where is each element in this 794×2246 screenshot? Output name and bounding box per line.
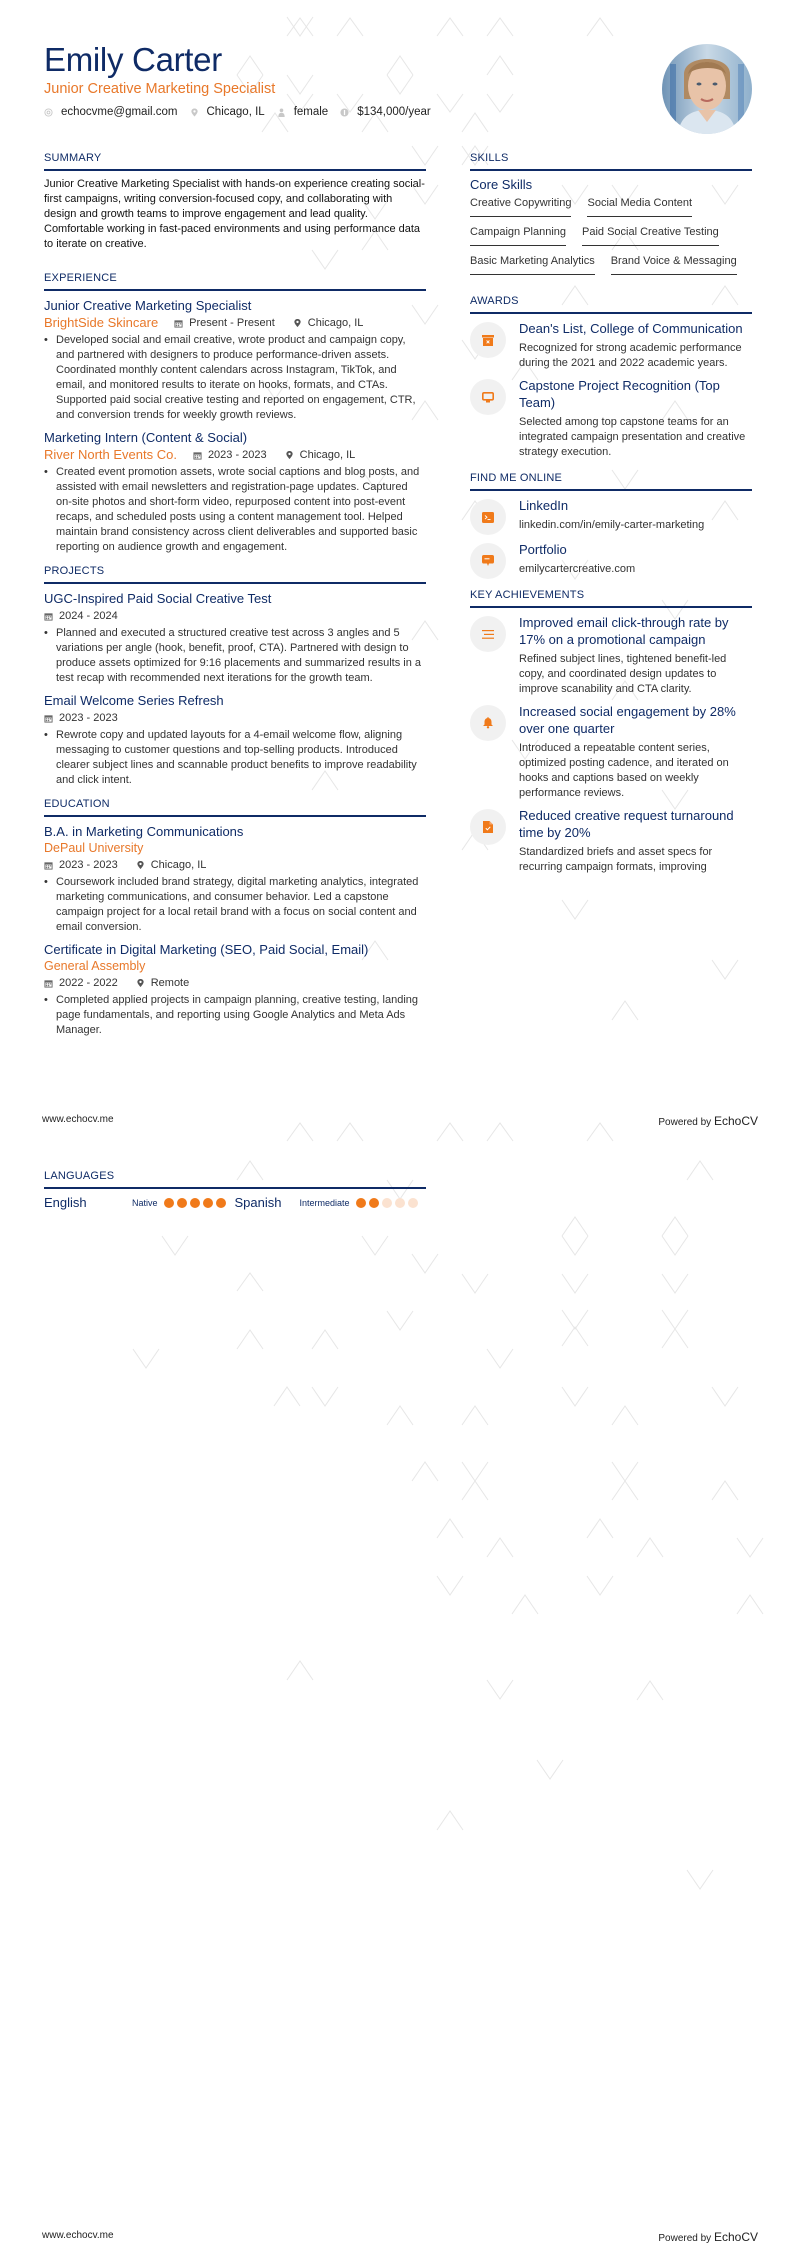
online-link-body	[519, 541, 752, 579]
location-pin-icon	[293, 318, 302, 328]
award-desc: Selected among top capstone teams for an integrated campaign presentation and creative strategy execution.	[519, 416, 746, 458]
skills-list	[470, 196, 752, 283]
achievement-title: Increased social engagement by 28% over one quarter	[519, 704, 736, 736]
job-title: Marketing Intern (Content & Social)	[44, 430, 248, 445]
online-link-body	[519, 497, 752, 535]
degree-title: B.A. in Marketing Communications	[44, 824, 244, 839]
at-icon	[44, 108, 53, 117]
bell-icon	[482, 717, 494, 729]
calendar-icon	[44, 861, 53, 870]
skill-tag: Basic Marketing Analytics	[470, 254, 595, 275]
proficiency-dot-empty	[408, 1198, 418, 1208]
summary-text: Junior Creative Marketing Specialist with hands-on experience creating social-first campaigns, writing conversion-focused copy, and collaborating with design and growth teams to improve engagement and lead quality. Comfortable working in fast-paced environments and using performance data to iterate on creative.	[44, 178, 425, 250]
proficiency-dot-empty	[395, 1198, 405, 1208]
achievement-desc: Standardized briefs and asset specs for recurring campaign formats, improving	[519, 846, 713, 873]
summary-section	[44, 152, 426, 252]
project-title: UGC-Inspired Paid Social Creative Test	[44, 591, 272, 606]
job-meta	[44, 447, 426, 463]
job-dates-text: 2023 - 2023	[207, 449, 267, 461]
experience-item	[44, 429, 426, 555]
education-meta	[44, 857, 426, 873]
proficiency-dot-filled	[369, 1198, 379, 1208]
footer-powered-by	[658, 1114, 758, 1128]
education-dates	[44, 857, 118, 873]
language-name: Spanish	[234, 1195, 282, 1210]
achievement-item	[470, 703, 752, 801]
footer-brand[interactable]: EchoCV	[713, 1114, 758, 1128]
experience-section	[44, 272, 426, 555]
achievement-body	[519, 703, 752, 801]
summary-heading: SUMMARY	[44, 152, 426, 171]
contact-salary	[340, 106, 431, 118]
online-heading: FIND ME ONLINE	[470, 472, 752, 491]
achievements-heading: KEY ACHIEVEMENTS	[470, 589, 752, 608]
projects-section	[44, 565, 426, 788]
achievement-title: Improved email click-through rate by 17% on a promotional campaign	[519, 615, 729, 647]
contact-row	[44, 106, 684, 118]
footer-powered-label: Powered by	[658, 2233, 712, 2244]
award-desc: Recognized for strong academic performance during the 2021 and 2022 academic years.	[519, 342, 742, 369]
right-column	[470, 152, 752, 881]
education-location-text: Chicago, IL	[150, 859, 207, 871]
proficiency-dot-filled	[216, 1198, 226, 1208]
job-title: Junior Creative Marketing Specialist	[44, 298, 252, 313]
award-title: Dean's List, College of Communication	[519, 321, 743, 336]
document-check-icon	[483, 821, 493, 833]
language-name: English	[44, 1195, 87, 1210]
contact-gender-text: female	[293, 106, 329, 118]
award-item	[470, 377, 752, 460]
language-level: Native	[132, 1197, 158, 1208]
candidate-name: Emily Carter	[44, 41, 222, 78]
job-bullets	[44, 333, 426, 423]
achievement-body	[519, 807, 752, 875]
contact-gender	[277, 106, 329, 118]
location-pin-icon	[285, 450, 294, 460]
footer-site-link[interactable]: www.echocv.me	[42, 1114, 114, 1125]
education-item	[44, 941, 426, 1038]
project-dates-text: 2024 - 2024	[59, 610, 118, 622]
monitor-icon	[482, 392, 494, 403]
education-section	[44, 798, 426, 1038]
language-proficiency-dots	[356, 1198, 421, 1208]
job-bullet: • Created event promotion assets, wrote social captions and blog posts, and assisted with email newsletters and registration-page updates. Captured on-site photos and short-form video, repurposed content into post-event recaps, and scheduled posts using a content management tool. Helped maintain brand consistency across client deliverables and supported basic reporting on audience growth and engagement.	[44, 465, 426, 555]
achievements-section	[470, 589, 752, 875]
money-icon	[340, 108, 349, 117]
proficiency-dot-filled	[356, 1198, 366, 1208]
project-meta	[44, 608, 426, 624]
online-link-url[interactable]: emilycartercreative.com	[519, 563, 636, 575]
proficiency-dot-filled	[190, 1198, 200, 1208]
skill-tag: Creative Copywriting	[470, 196, 571, 217]
job-dates-text: Present - Present	[189, 317, 275, 329]
calendar-icon	[44, 612, 53, 621]
project-dates-text: 2023 - 2023	[59, 712, 118, 724]
languages-heading: LANGUAGES	[44, 1170, 426, 1189]
education-item	[44, 823, 426, 935]
company-name: River North Events Co.	[44, 447, 177, 462]
award-body	[519, 377, 752, 460]
education-dates	[44, 975, 118, 991]
education-bullet: • Coursework included brand strategy, digital marketing analytics, integrated marketing communications, and consumer behavior. Led a capstone campaign project for a local retail brand with a focus on social content and email conversion.	[44, 875, 426, 935]
location-pin-icon	[136, 978, 145, 988]
proficiency-dot-filled	[203, 1198, 213, 1208]
page-footer	[42, 1114, 758, 1128]
awards-section	[470, 295, 752, 460]
profile-photo	[662, 44, 752, 134]
achievement-icon-badge	[470, 809, 506, 845]
award-icon-badge	[470, 379, 506, 415]
online-link-title: LinkedIn	[519, 498, 569, 513]
project-bullet: • Rewrote copy and updated layouts for a 4-email welcome flow, aligning messaging to customer questions and top-selling products. Introduced clearer subject lines and scannable product benefits to improve readability and click intent.	[44, 728, 426, 788]
achievement-title: Reduced creative request turnaround time by 20%	[519, 808, 734, 840]
achievement-body	[519, 614, 752, 697]
education-dates-text: 2023 - 2023	[59, 859, 118, 871]
link-icon-badge	[470, 499, 506, 535]
location-pin-icon	[190, 108, 199, 117]
job-bullets	[44, 465, 426, 555]
page-footer	[42, 2230, 758, 2244]
location-pin-icon	[136, 860, 145, 870]
job-meta	[44, 315, 426, 331]
terminal-icon	[482, 512, 494, 523]
achievement-icon-badge	[470, 616, 506, 652]
job-bullet: • Developed social and email creative, wrote product and campaign copy, and partnered with designers to produce performance-driven assets. Coordinated monthly content calendars across Instagram, TikTok, and email, and monitored results to iterate on hooks, formats, and CTAs. Supported paid social creative testing and reported on engagement, CTR, and conversion trends for weekly growth reviews.	[44, 333, 426, 423]
education-bullet: • Completed applied projects in campaign planning, creative testing, landing page fundamentals, and reporting using Google Analytics and Meta Ads Manager.	[44, 993, 426, 1038]
education-bullets	[44, 993, 426, 1038]
skill-tag: Paid Social Creative Testing	[582, 225, 719, 246]
skills-heading: SKILLS	[470, 152, 752, 171]
achievement-desc: Refined subject lines, tightened benefit-led copy, and coordinated design updates to improve scanability and CTA clarity.	[519, 653, 727, 695]
left-column	[44, 152, 426, 1044]
achievement-icon-badge	[470, 705, 506, 741]
lines-icon	[482, 630, 494, 639]
project-item	[44, 692, 426, 788]
proficiency-dot-empty	[382, 1198, 392, 1208]
candidate-role: Junior Creative Marketing Specialist	[44, 81, 276, 97]
online-link-url[interactable]: linkedin.com/in/emily-carter-marketing	[519, 519, 705, 531]
project-bullets	[44, 728, 426, 788]
skills-section	[470, 152, 752, 283]
person-icon	[277, 108, 286, 117]
job-location-text: Chicago, IL	[299, 449, 356, 461]
awards-heading: AWARDS	[470, 295, 752, 314]
skill-tag: Social Media Content	[587, 196, 692, 217]
award-icon-badge	[470, 322, 506, 358]
online-link-item[interactable]	[470, 497, 752, 535]
education-dates-text: 2022 - 2022	[59, 977, 118, 989]
calendar-icon	[44, 979, 53, 988]
footer-brand[interactable]: EchoCV	[713, 2230, 758, 2244]
education-meta	[44, 975, 426, 991]
education-location	[136, 975, 190, 991]
calendar-icon	[174, 319, 183, 328]
project-bullet: • Planned and executed a structured creative test across 3 angles and 5 variations per angle (hook, benefit, proof, CTA). Partnered with design to produce assets optimized for 9:16 placements and summarized results in a test recap with recommended next iterations for the growth team.	[44, 626, 426, 686]
company-name: BrightSide Skincare	[44, 315, 159, 330]
chat-bubble-icon	[482, 555, 494, 567]
job-dates	[174, 315, 275, 331]
language-proficiency-dots	[164, 1198, 229, 1208]
footer-powered-by	[658, 2230, 758, 2244]
education-location	[136, 857, 207, 873]
projects-heading: PROJECTS	[44, 565, 426, 584]
contact-salary-text: $134,000/year	[357, 106, 431, 118]
school-name: General Assembly	[44, 959, 146, 973]
avatar-image	[662, 44, 752, 134]
contact-location	[190, 106, 265, 118]
online-section	[470, 472, 752, 579]
skill-group-title: Core Skills	[470, 177, 533, 192]
project-item	[44, 590, 426, 686]
project-title: Email Welcome Series Refresh	[44, 693, 224, 708]
project-dates	[44, 608, 118, 624]
job-dates	[193, 447, 267, 463]
footer-site-link[interactable]: www.echocv.me	[42, 2230, 114, 2241]
proficiency-dot-filled	[164, 1198, 174, 1208]
skill-tag: Campaign Planning	[470, 225, 566, 246]
degree-title: Certificate in Digital Marketing (SEO, Paid Social, Email)	[44, 942, 369, 957]
achievement-item	[470, 807, 752, 875]
resume-header	[44, 40, 684, 118]
achievement-item	[470, 614, 752, 697]
project-bullets	[44, 626, 426, 686]
experience-item	[44, 297, 426, 423]
contact-location-text: Chicago, IL	[206, 106, 265, 118]
language-level: Intermediate	[299, 1197, 350, 1208]
languages-row	[44, 1195, 426, 1210]
online-link-item[interactable]	[470, 541, 752, 579]
footer-powered-label: Powered by	[658, 1117, 712, 1128]
link-icon-badge	[470, 543, 506, 579]
contact-email[interactable]	[44, 106, 178, 118]
archive-box-icon	[482, 335, 494, 346]
award-title: Capstone Project Recognition (Top Team)	[519, 378, 720, 410]
calendar-icon	[193, 451, 202, 460]
experience-heading: EXPERIENCE	[44, 272, 426, 291]
project-dates	[44, 710, 118, 726]
award-item	[470, 320, 752, 371]
job-location-text: Chicago, IL	[307, 317, 364, 329]
award-body	[519, 320, 752, 371]
calendar-icon	[44, 714, 53, 723]
contact-email-text: echocvme@gmail.com	[61, 106, 178, 118]
education-location-text: Remote	[150, 977, 190, 989]
job-location	[285, 447, 356, 463]
skill-tag: Brand Voice & Messaging	[611, 254, 737, 275]
school-name: DePaul University	[44, 841, 144, 855]
online-link-title: Portfolio	[519, 542, 567, 557]
languages-section	[44, 1170, 426, 1210]
project-meta	[44, 710, 426, 726]
education-bullets	[44, 875, 426, 935]
education-heading: EDUCATION	[44, 798, 426, 817]
proficiency-dot-filled	[177, 1198, 187, 1208]
job-location	[293, 315, 364, 331]
achievement-desc: Introduced a repeatable content series, optimized posting cadence, and iterated on hooks and captions based on weekly performance reviews.	[519, 742, 729, 799]
